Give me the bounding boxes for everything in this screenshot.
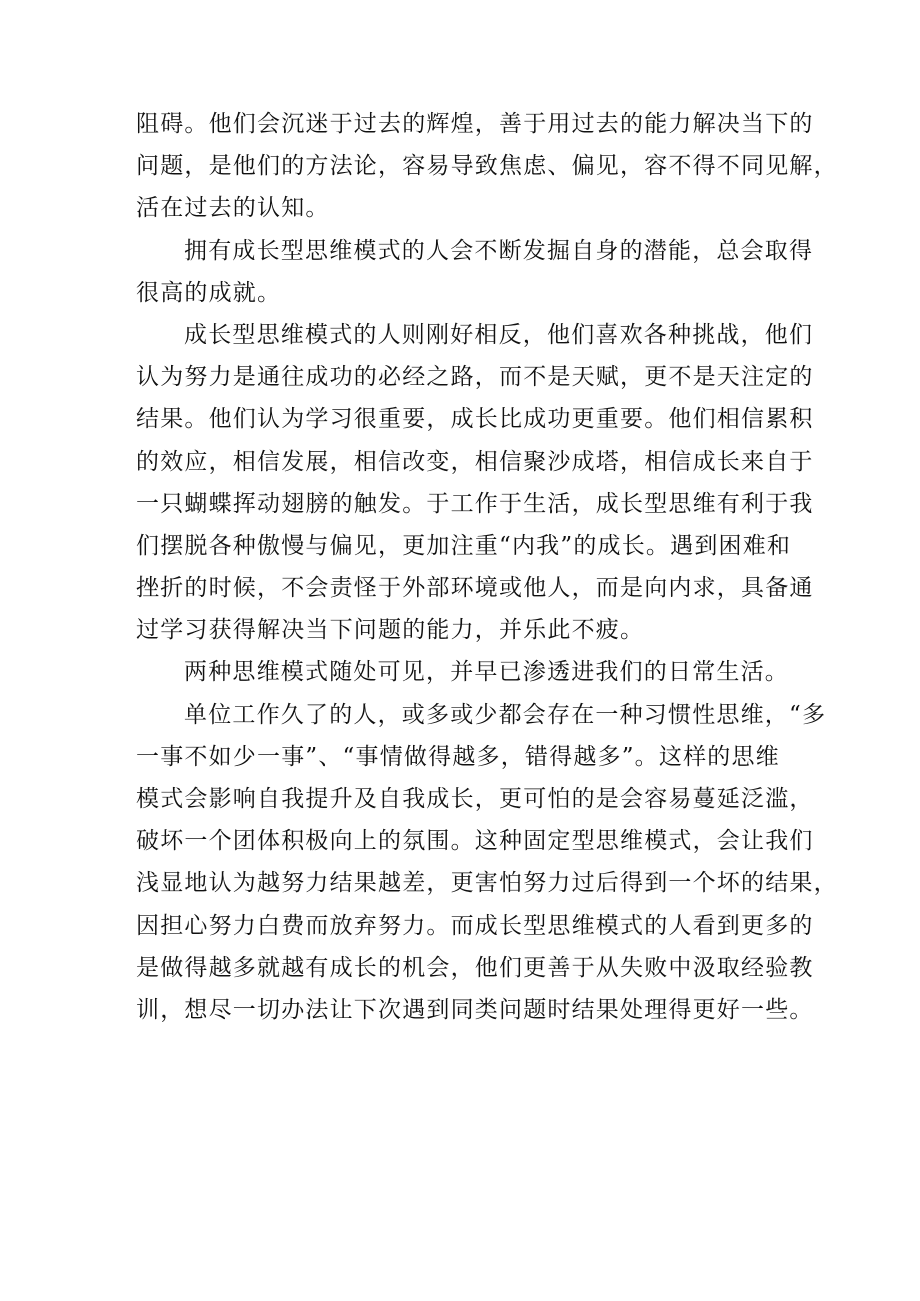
paragraph-first-line: 单位工作久了的人，或多或少都会存在一种习惯性思维，“多 <box>184 701 827 728</box>
text-line: 模式会影响自我提升及自我成长，更可怕的是会容易蔓延泛滥， <box>136 786 814 812</box>
text-line: 挫折的时候，不会责怪于外部环境或他人，而是向内求，具备通 <box>136 575 814 602</box>
text-line: 破坏一个团体积极向上的氛围。这种固定型思维模式，会让我们 <box>136 828 814 855</box>
paragraph-first-line: 成长型思维模式的人则刚好相反，他们喜欢各种挑战，他们 <box>184 321 814 348</box>
paragraph-first-line: 拥有成长型思维模式的人会不断发掘自身的潜能，总会取得 <box>184 237 814 264</box>
text-line: 们摆脱各种傲慢与偏见，更加注重“内我”的成长。遇到困难和 <box>136 532 792 559</box>
text-line: 是做得越多就越有成长的机会，他们更善于从失败中汲取经验教 <box>136 954 814 981</box>
text-line: 结果。他们认为学习很重要，成长比成功更重要。他们相信累积 <box>136 406 814 433</box>
text-line: 一只蝴蝶挥动翅膀的触发。于工作于生活，成长型思维有利于我 <box>136 490 814 517</box>
text-line: 因担心努力白费而放弃努力。而成长型思维模式的人看到更多的 <box>136 912 814 939</box>
text-line: 认为努力是通往成功的必经之路，而不是天赋，更不是天注定的 <box>136 364 814 391</box>
text-line: 问题，是他们的方法论，容易导致焦虑、偏见，容不得不同见解， <box>136 153 838 180</box>
text-line: 很高的成就。 <box>136 279 282 306</box>
text-line: 活在过去的认知。 <box>136 195 330 222</box>
text-line: 浅显地认为越努力结果越差，更害怕努力过后得到一个坏的结果， <box>136 870 838 897</box>
body-text <box>136 103 838 1031</box>
text-line: 一事不如少一事”、“事情做得越多，错得越多”。这样的思维 <box>136 743 780 770</box>
text-line: 阻碍。他们会沉迷于过去的辉煌，善于用过去的能力解决当下的 <box>136 111 814 137</box>
text-line: 训，想尽一切办法让下次遇到同类问题时结果处理得更好一些。 <box>136 996 814 1023</box>
text-line: 过学习获得解决当下问题的能力，并乐此不疲。 <box>136 617 645 644</box>
paragraph-first-line: 两种思维模式随处可见，并早已渗透进我们的日常生活。 <box>184 659 789 686</box>
text-line: 的效应，相信发展，相信改变，相信聚沙成塔，相信成长来自于 <box>136 448 814 475</box>
